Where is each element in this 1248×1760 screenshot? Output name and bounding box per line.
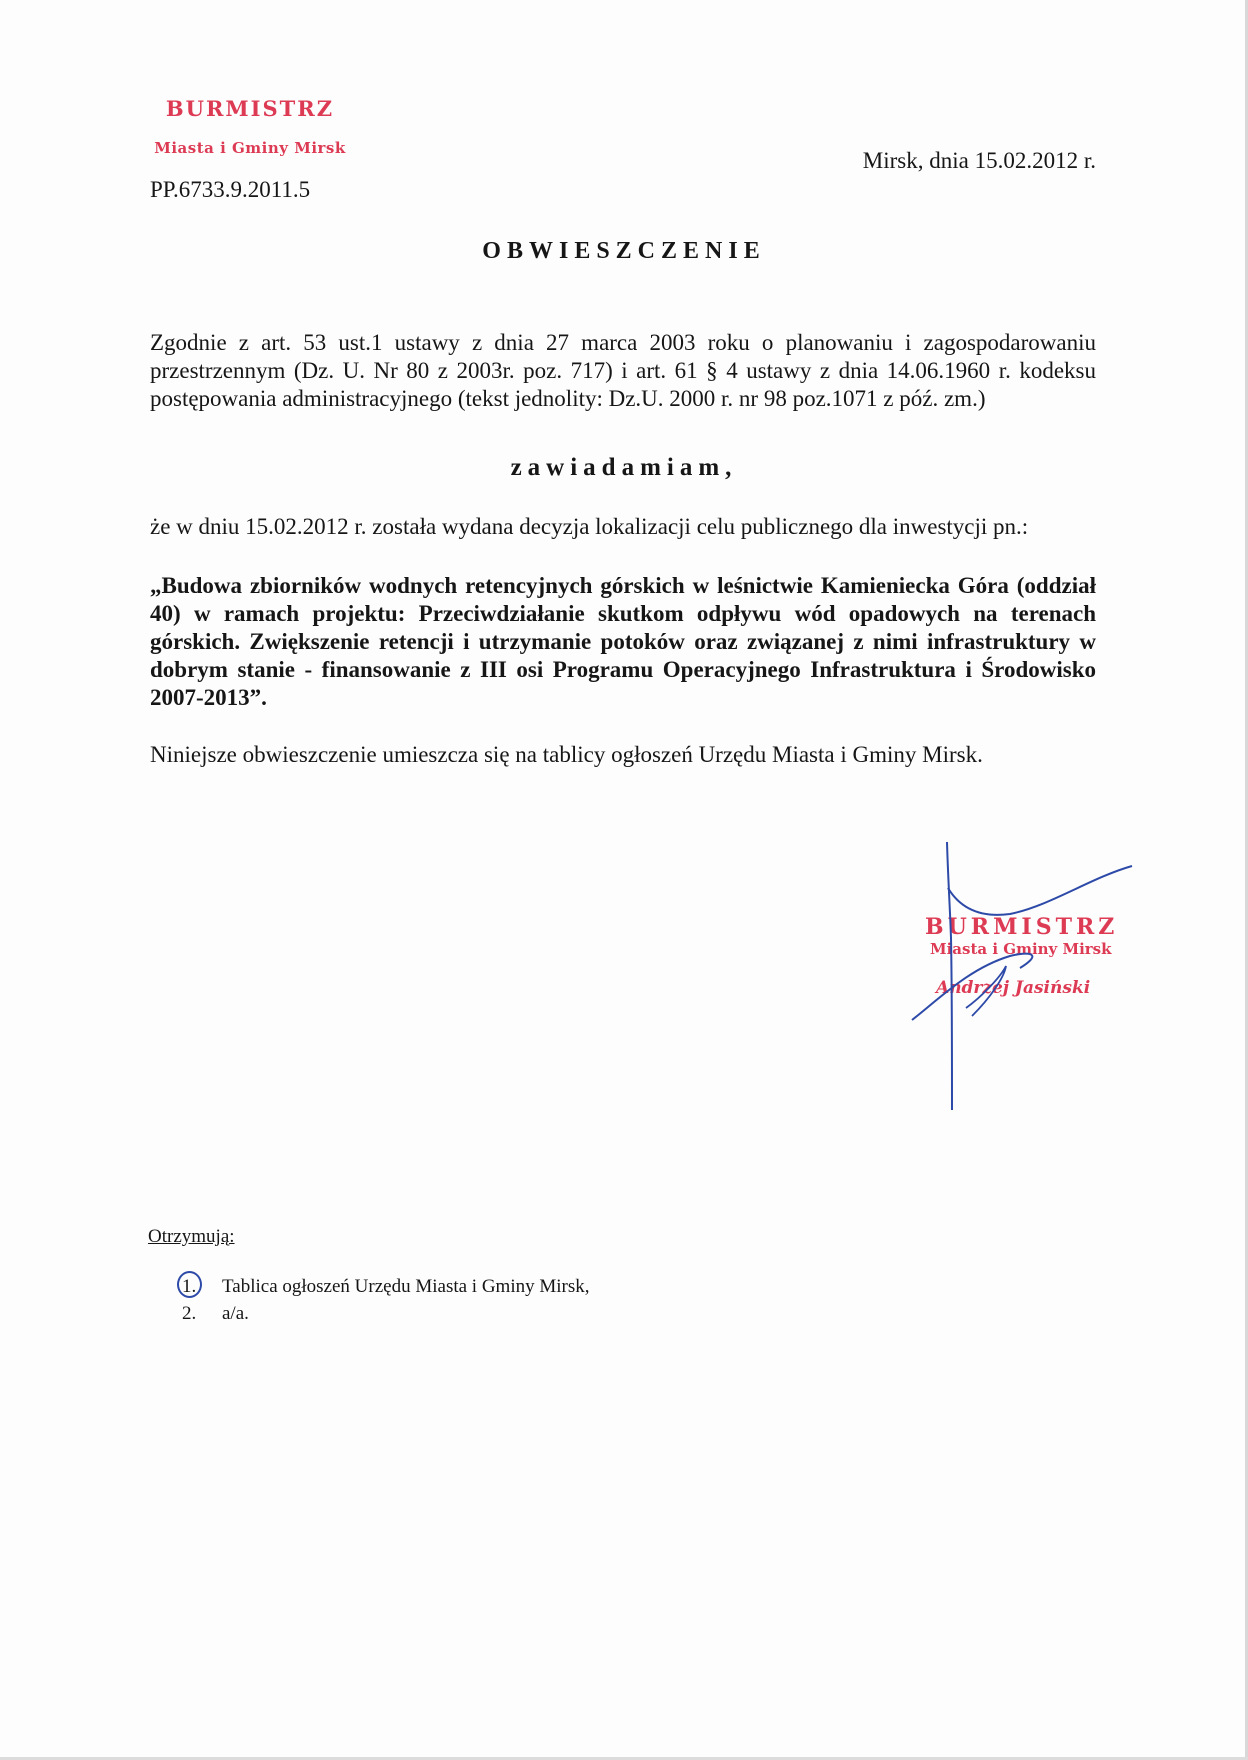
signature-stamp-name: Andrzej Jasiński (936, 978, 1091, 998)
list-item-text: Tablica ogłoszeń Urzędu Miasta i Gminy Mirsk, (222, 1276, 590, 1297)
signature-stamp-subtitle: Miasta i Gminy Mirsk (930, 940, 1112, 958)
announce-word: zawiadamiam, (510, 454, 738, 481)
date-line: Mirsk, dnia 15.02.2012 r. (862, 148, 1096, 173)
list-item-text: a/a. (222, 1303, 249, 1324)
recipients-list (182, 1273, 590, 1327)
header-stamp-title: BURMISTRZ (165, 96, 335, 121)
signature-block (900, 838, 1150, 1118)
handwritten-signature (900, 838, 1150, 1118)
legal-basis-paragraph: Zgodnie z art. 53 ust.1 ustawy z dnia 27 marca 2003 roku o planowaniu i zagospodarowaniu przestrzennym (Dz. U. Nr 80 z 2003r. poz. 717) i art. 61 § 4 ustawy z dnia 14.06.1960 r. kodeksu postępowania administracyjnego (tekst jednolity: Dz.U. 2000 r. nr 98 poz.1071 z póź. zm.) (150, 330, 1096, 411)
document-title: OBWIESZCZENIE (482, 238, 766, 264)
list-item-number (182, 1273, 222, 1300)
project-name-paragraph: „Budowa zbiorników wodnych retencyjnych górskich w leśnictwie Kamieniecka Góra (oddział 40) w ramach projektu: Przeciwdziałanie skutkom odpływu wód opadowych na terenach górskich. Zwiększenie retencji i utrzymanie potoków oraz związanej z nimi infrastruktury w dobrym stanie - finansowanie z III osi Programu Operacyjnego Infrastruktura i Środowisko 2007-2013”. (150, 573, 1096, 710)
list-item-number-text: 2. (182, 1303, 197, 1324)
header-stamp (140, 96, 360, 157)
handwritten-circle-mark (177, 1271, 202, 1298)
list-item (182, 1273, 590, 1300)
list-item (182, 1300, 590, 1327)
header-stamp-subtitle: Miasta i Gminy Mirsk (154, 139, 346, 157)
reference-number: PP.6733.9.2011.5 (150, 177, 311, 202)
posting-note: Niniejsze obwieszczenie umieszcza się na tablicy ogłoszeń Urzędu Miasta i Gminy Mirsk. (150, 742, 983, 767)
recipients-label: Otrzymują: (148, 1226, 235, 1247)
recipients-section (148, 1226, 235, 1248)
decision-paragraph: że w dniu 15.02.2012 r. została wydana decyzja lokalizacji celu publicznego dla inwestycji pn.: (150, 514, 1029, 539)
list-item-number-text: 1. (182, 1276, 197, 1297)
signature-stamp-title: BURMISTRZ (925, 914, 1119, 940)
list-item-number (182, 1300, 222, 1327)
